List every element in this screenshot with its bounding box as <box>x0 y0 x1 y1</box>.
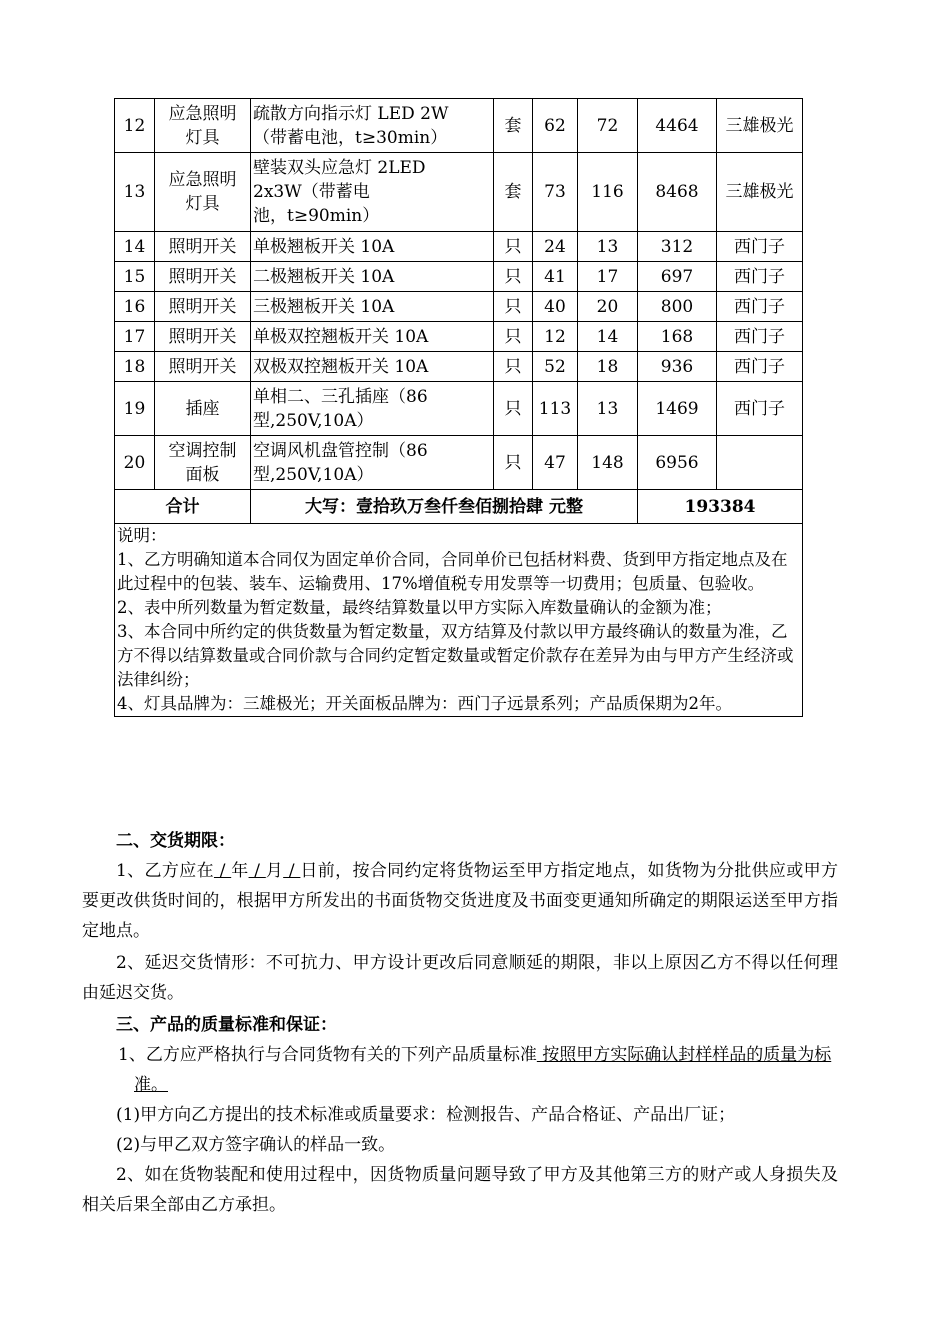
table-row <box>115 99 803 153</box>
row-category <box>155 153 251 232</box>
note-line: 4、灯具品牌为：三雄极光；开关面板品牌为：西门子远景系列；产品质保期为2年。 <box>117 694 732 713</box>
row-unit-price: 17 <box>578 262 638 292</box>
row-category-line: 照明开关 <box>168 296 237 317</box>
row-description <box>251 292 494 322</box>
total-amount-words: 大写：壹拾玖万叁仟叁佰捌拾肆 元整 <box>251 490 638 524</box>
row-description-line: 疏散方向指示灯 LED 2W <box>253 103 449 124</box>
row-category-line: 灯具 <box>185 127 220 148</box>
row-number: 14 <box>115 232 155 262</box>
row-quantity: 24 <box>533 232 578 262</box>
note-line: 1、乙方明确知道本合同仅为固定单价合同，合同单价已包括材料费、货到甲方指定地点及在此过程中的包装、装车、运输费用、17%增值税专用发票等一切费用；包质量、包验收。 <box>117 550 788 593</box>
row-brand: 西门子 <box>717 352 803 382</box>
note-line: 2、表中所列数量为暂定数量，最终结算数量以甲方实际入库数量确认的金额为准； <box>117 598 722 617</box>
row-unit: 只 <box>494 322 533 352</box>
row-category <box>155 352 251 382</box>
row-description-line: 双极双控翘板开关 10A <box>253 356 429 377</box>
table-row <box>115 153 803 232</box>
row-unit: 套 <box>494 99 533 153</box>
section-3-title: 三、产品的质量标准和保证： <box>116 1015 337 1035</box>
row-category-line: 照明开关 <box>168 326 237 347</box>
row-number: 18 <box>115 352 155 382</box>
row-unit-price: 116 <box>578 153 638 232</box>
row-unit-price: 13 <box>578 382 638 436</box>
row-description <box>251 436 494 490</box>
row-category <box>155 99 251 153</box>
table-body <box>115 99 803 490</box>
row-unit: 只 <box>494 232 533 262</box>
row-amount: 6956 <box>638 436 717 490</box>
row-number: 17 <box>115 322 155 352</box>
section-3-paragraph-2: 2、如在货物装配和使用过程中，因货物质量问题导致了甲方及其他第三方的财产或人身损失及相关后果全部由乙方承担。 <box>82 1165 838 1215</box>
table-row <box>115 262 803 292</box>
row-description-line: 单极双控翘板开关 10A <box>253 326 429 347</box>
row-brand <box>717 436 803 490</box>
p1-text-c: 月 <box>265 861 284 881</box>
row-amount: 936 <box>638 352 717 382</box>
table-row <box>115 352 803 382</box>
row-number: 16 <box>115 292 155 322</box>
row-quantity: 52 <box>533 352 578 382</box>
row-unit: 只 <box>494 436 533 490</box>
table-row <box>115 232 803 262</box>
row-unit: 只 <box>494 352 533 382</box>
table-row <box>115 436 803 490</box>
notes-row <box>115 524 803 717</box>
row-category-line: 应急照明 <box>168 170 237 190</box>
row-category-line: 照明开关 <box>168 266 237 287</box>
row-category <box>155 292 251 322</box>
total-label: 合计 <box>115 490 251 524</box>
row-description <box>251 99 494 153</box>
row-category <box>155 262 251 292</box>
row-quantity: 40 <box>533 292 578 322</box>
delivery-section <box>82 826 838 1220</box>
row-amount: 312 <box>638 232 717 262</box>
row-description <box>251 153 494 232</box>
row-unit: 套 <box>494 153 533 232</box>
row-quantity: 113 <box>533 382 578 436</box>
row-amount: 697 <box>638 262 717 292</box>
row-description <box>251 322 494 352</box>
notes-cell <box>115 524 803 717</box>
row-description <box>251 382 494 436</box>
row-description-line: 单相二、三孔插座（86 <box>253 386 428 407</box>
section-2-paragraph-2: 2、延迟交货情形：不可抗力、甲方设计更改后同意顺延的期限，非以上原因乙方不得以任何理由延迟交货。 <box>82 953 838 1003</box>
section-2-paragraph-1 <box>82 856 838 946</box>
row-number: 13 <box>115 153 155 232</box>
row-brand: 西门子 <box>717 322 803 352</box>
row-quantity: 47 <box>533 436 578 490</box>
row-description-line: 二极翘板开关 10A <box>253 266 395 287</box>
row-brand: 西门子 <box>717 232 803 262</box>
quality-standard-underlined: 按照甲方实际确认封样样品的质量为标准。 <box>134 1045 832 1095</box>
row-quantity: 73 <box>533 153 578 232</box>
table-row <box>115 322 803 352</box>
row-brand: 三雄极光 <box>717 153 803 232</box>
row-description-line: 池，t≥90min） <box>253 206 380 226</box>
note-line: 说明： <box>117 526 167 545</box>
row-quantity: 62 <box>533 99 578 153</box>
row-unit-price: 13 <box>578 232 638 262</box>
row-description <box>251 352 494 382</box>
row-description-line: （带蓄电池，t≥30min） <box>253 127 448 148</box>
row-brand: 西门子 <box>717 292 803 322</box>
row-description-line: 单极翘板开关 10A <box>253 236 395 257</box>
table-row <box>115 292 803 322</box>
p1-text-a: 1、乙方应在 <box>116 861 214 881</box>
row-number: 20 <box>115 436 155 490</box>
row-amount: 4464 <box>638 99 717 153</box>
row-description-line: 型,250V,10A） <box>253 410 374 431</box>
row-unit: 只 <box>494 382 533 436</box>
row-brand: 三雄极光 <box>717 99 803 153</box>
quality-text: 1、乙方应严格执行与合同货物有关的下列产品质量标准 <box>118 1045 537 1065</box>
p1-year-blank: / <box>213 861 232 881</box>
row-description-line: 型,250V,10A） <box>253 464 374 485</box>
row-description <box>251 232 494 262</box>
row-amount: 800 <box>638 292 717 322</box>
notes-block <box>117 524 800 716</box>
row-category <box>155 322 251 352</box>
price-table <box>114 98 803 717</box>
row-number: 12 <box>115 99 155 153</box>
table-row <box>115 382 803 436</box>
row-quantity: 41 <box>533 262 578 292</box>
p1-text-b: 年 <box>231 861 249 881</box>
row-category-line: 照明开关 <box>168 236 237 257</box>
row-unit: 只 <box>494 292 533 322</box>
section-2-title: 二、交货期限： <box>116 831 235 851</box>
row-category-line: 面板 <box>185 464 220 485</box>
row-category-line: 应急照明 <box>168 103 237 124</box>
row-category-line: 空调控制 <box>168 440 237 461</box>
row-description <box>251 262 494 292</box>
row-unit-price: 18 <box>578 352 638 382</box>
row-unit-price: 148 <box>578 436 638 490</box>
row-description-line: 空调风机盘管控制（86 <box>253 440 428 461</box>
row-category <box>155 382 251 436</box>
total-row <box>115 490 803 524</box>
row-number: 15 <box>115 262 155 292</box>
row-unit-price: 72 <box>578 99 638 153</box>
row-amount: 168 <box>638 322 717 352</box>
row-number: 19 <box>115 382 155 436</box>
row-unit-price: 20 <box>578 292 638 322</box>
p1-day-blank: / <box>283 861 301 881</box>
row-category-line: 灯具 <box>185 194 220 214</box>
row-brand: 西门子 <box>717 262 803 292</box>
p1-month-blank: / <box>248 861 266 881</box>
row-amount: 8468 <box>638 153 717 232</box>
quality-item-1: (1)甲方向乙方提出的技术标准或质量要求：检测报告、产品合格证、产品出厂证； <box>116 1105 736 1125</box>
note-line: 3、本合同中所约定的供货数量为暂定数量，双方结算及付款以甲方最终确认的数量为准，乙方不得以结算数量或合同价款与合同约定暂定数量或暂定价款存在差异为由与甲方产生经济或法律纠纷； <box>117 622 794 689</box>
section-3-paragraph-1 <box>82 1040 838 1100</box>
row-category <box>155 232 251 262</box>
row-category-line: 插座 <box>185 398 220 419</box>
total-amount-value: 193384 <box>638 490 803 524</box>
row-description-line: 2x3W（带蓄电 <box>253 182 370 202</box>
row-unit-price: 14 <box>578 322 638 352</box>
row-unit: 只 <box>494 262 533 292</box>
row-brand: 西门子 <box>717 382 803 436</box>
p1-text-e: 日前，按合同约定将货物运至甲方指定地点，如货物为分批供应或甲方要更改供货时间的，根据甲方所发出的书面货物交货进度及书面变更通知所确定的期限运送至甲方指定地点。 <box>82 861 838 941</box>
row-category <box>155 436 251 490</box>
row-category-line: 照明开关 <box>168 356 237 377</box>
quality-item-2: (2)与甲乙双方签字确认的样品一致。 <box>116 1135 396 1155</box>
row-description-line: 三极翘板开关 10A <box>253 296 395 317</box>
row-amount: 1469 <box>638 382 717 436</box>
row-description-line: 壁装双头应急灯 2LED <box>253 158 426 178</box>
row-quantity: 12 <box>533 322 578 352</box>
